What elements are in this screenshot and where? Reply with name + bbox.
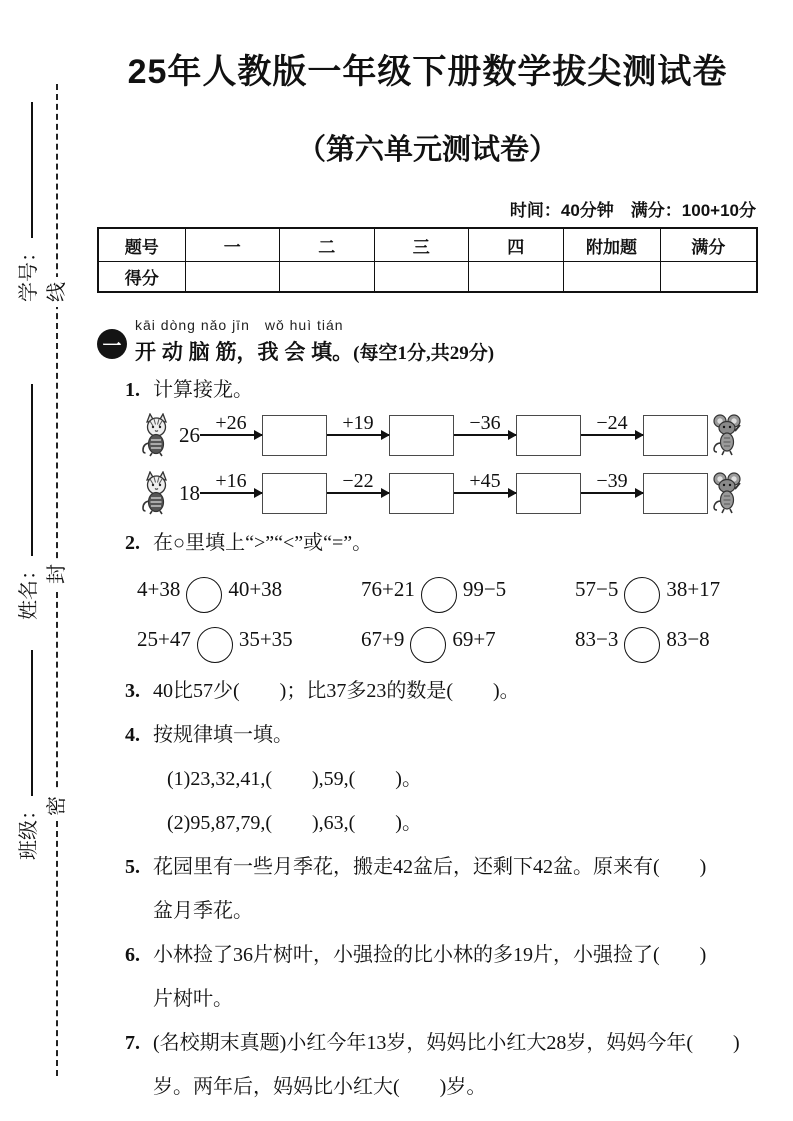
arrow-right-icon — [200, 434, 262, 436]
student-id-blank — [20, 102, 33, 238]
chain-start-value: 18 — [179, 480, 200, 505]
right-expression: 35+35 — [238, 626, 293, 651]
chain-step — [200, 412, 262, 458]
comparison-item — [137, 623, 361, 659]
paper-title: 25年人教版一年级下册数学拔尖测试卷 — [127, 53, 728, 91]
score-cell-empty — [469, 262, 564, 293]
score-header-cell: 三 — [374, 228, 469, 262]
class-blank — [20, 650, 33, 796]
comparison-item — [361, 623, 575, 659]
question-7-number: 7. — [125, 1032, 140, 1054]
question-4-item-2: (2)95,87,79,( ),63,( )。 — [167, 812, 422, 834]
score-cell-empty — [563, 262, 660, 293]
name-blank — [20, 384, 33, 556]
question-1-text: 计算接龙。 — [153, 379, 253, 401]
left-expression: 83−3 — [575, 626, 619, 651]
question-6-number: 6. — [125, 944, 140, 966]
comparison-circle — [186, 577, 222, 613]
chain-op-label: +26 — [215, 412, 247, 434]
question-5 — [125, 845, 758, 933]
section-pinyin: kāi dòng nǎo jīn wǒ huì tián — [135, 317, 344, 333]
section-number-badge: 一 — [97, 329, 127, 359]
comparison-circle — [197, 627, 233, 663]
question-2-number: 2. — [125, 532, 140, 554]
class-label: 班级： — [18, 800, 40, 860]
score-cell-empty — [660, 262, 757, 293]
comparison-item — [361, 573, 575, 609]
question-4 — [125, 713, 758, 845]
answer-box — [389, 473, 454, 514]
score-header-cell: 附加题 — [563, 228, 660, 262]
question-7 — [125, 1021, 758, 1109]
comparison-row-1 — [137, 566, 758, 616]
chain-start-value: 26 — [179, 422, 200, 447]
left-expression: 76+21 — [361, 576, 415, 601]
score-table — [97, 227, 758, 293]
student-id-label: 学号： — [18, 242, 40, 302]
score-table-score-row — [98, 262, 757, 293]
arrow-right-icon — [454, 492, 516, 494]
answer-box — [643, 415, 708, 456]
score-header-cell: 二 — [280, 228, 375, 262]
score-row-label: 得分 — [98, 262, 185, 293]
comparison-item — [575, 573, 758, 609]
chain-op-label: −22 — [342, 470, 374, 492]
right-expression: 40+38 — [228, 576, 283, 601]
answer-box — [516, 415, 581, 456]
question-6 — [125, 933, 758, 1021]
class-field — [12, 644, 41, 860]
score-table-header-row — [98, 228, 757, 262]
comparison-item — [575, 623, 758, 659]
score-header-cell: 题号 — [98, 228, 185, 262]
section-one-header — [97, 315, 758, 366]
answer-box — [643, 473, 708, 514]
arrow-right-icon — [581, 434, 643, 436]
right-expression: 38+17 — [666, 576, 721, 601]
name-label: 姓名： — [18, 560, 40, 620]
left-expression: 67+9 — [361, 626, 405, 651]
arrow-right-icon — [581, 492, 643, 494]
chain-op-label: +16 — [215, 470, 247, 492]
chain-step — [327, 412, 389, 458]
question-6-line-2: 片树叶。 — [153, 988, 233, 1010]
question-1 — [125, 372, 758, 408]
question-4-item-1: (1)23,32,41,( ),59,( )。 — [167, 768, 422, 790]
comparison-item — [137, 573, 361, 609]
score-header-cell: 一 — [185, 228, 280, 262]
arrow-right-icon — [327, 492, 389, 494]
score-cell-empty — [280, 262, 375, 293]
right-expression: 83−8 — [666, 626, 710, 651]
comparison-row-2 — [137, 616, 758, 666]
question-1-number: 1. — [125, 379, 140, 401]
question-5-number: 5. — [125, 856, 140, 878]
question-2-text: 在○里填上“>”“<”或“=”。 — [153, 532, 373, 554]
time-score-info: 时间：40分钟 满分：100+10分 — [509, 201, 756, 220]
calc-chain-row-2 — [137, 468, 758, 518]
paper-subtitle: （第六单元测试卷） — [296, 134, 558, 166]
chain-step — [327, 470, 389, 516]
section-heading: 开 动 脑 筋，我 会 填。 — [135, 341, 354, 364]
comparison-circle — [624, 577, 660, 613]
comparison-circle — [421, 577, 457, 613]
answer-box — [262, 473, 327, 514]
calc-chain-row-1 — [137, 410, 758, 460]
chain-step — [581, 412, 643, 458]
paper-content — [97, 0, 758, 1109]
cat-icon — [140, 413, 174, 457]
score-header-cell: 四 — [469, 228, 564, 262]
seal-margin — [0, 0, 96, 1121]
comparison-circle — [624, 627, 660, 663]
seal-char-mi: 密 — [45, 791, 69, 821]
mouse-icon — [711, 413, 743, 457]
question-6-line-1: 小林捡了36片树叶，小强捡的比小林的多19片，小强捡了( ) — [153, 944, 707, 966]
score-header-cell: 满分 — [660, 228, 757, 262]
question-3-number: 3. — [125, 680, 140, 702]
right-expression: 69+7 — [452, 626, 496, 651]
name-field — [12, 372, 41, 620]
right-expression: 99−5 — [462, 576, 507, 601]
student-id-field — [12, 96, 41, 302]
question-3-text: 40比57少( )；比37多23的数是( )。 — [153, 680, 520, 702]
chain-step — [200, 470, 262, 516]
left-expression: 57−5 — [575, 576, 619, 601]
answer-box — [516, 473, 581, 514]
mouse-icon — [711, 471, 743, 515]
question-2 — [125, 526, 758, 560]
chain-step — [581, 470, 643, 516]
score-cell-empty — [185, 262, 280, 293]
seal-char-feng: 封 — [45, 559, 69, 589]
chain-op-label: +19 — [342, 412, 374, 434]
comparison-circle — [410, 627, 446, 663]
answer-box — [262, 415, 327, 456]
question-4-text: 按规律填一填。 — [153, 724, 293, 746]
question-7-line-2: 岁。两年后，妈妈比小红大( )岁。 — [153, 1076, 487, 1098]
chain-op-label: −24 — [596, 412, 628, 434]
question-5-line-1: 花园里有一些月季花，搬走42盆后，还剩下42盆。原来有( ) — [153, 856, 707, 878]
chain-step — [454, 412, 516, 458]
question-3 — [125, 669, 758, 713]
chain-op-label: +45 — [469, 470, 501, 492]
answer-box — [389, 415, 454, 456]
arrow-right-icon — [327, 434, 389, 436]
section-score-note: (每空1分,共29分) — [353, 343, 495, 364]
seal-char-line: 线 — [45, 277, 69, 307]
chain-op-label: −39 — [596, 470, 628, 492]
question-4-number: 4. — [125, 724, 140, 746]
question-5-line-2: 盆月季花。 — [153, 900, 253, 922]
arrow-right-icon — [454, 434, 516, 436]
score-cell-empty — [374, 262, 469, 293]
left-expression: 4+38 — [137, 576, 181, 601]
chain-step — [454, 470, 516, 516]
arrow-right-icon — [200, 492, 262, 494]
question-7-line-1: (名校期末真题)小红今年13岁，妈妈比小红大28岁，妈妈今年( ) — [153, 1032, 740, 1054]
left-expression: 25+47 — [137, 626, 191, 651]
cat-icon — [140, 471, 174, 515]
chain-op-label: −36 — [469, 412, 501, 434]
